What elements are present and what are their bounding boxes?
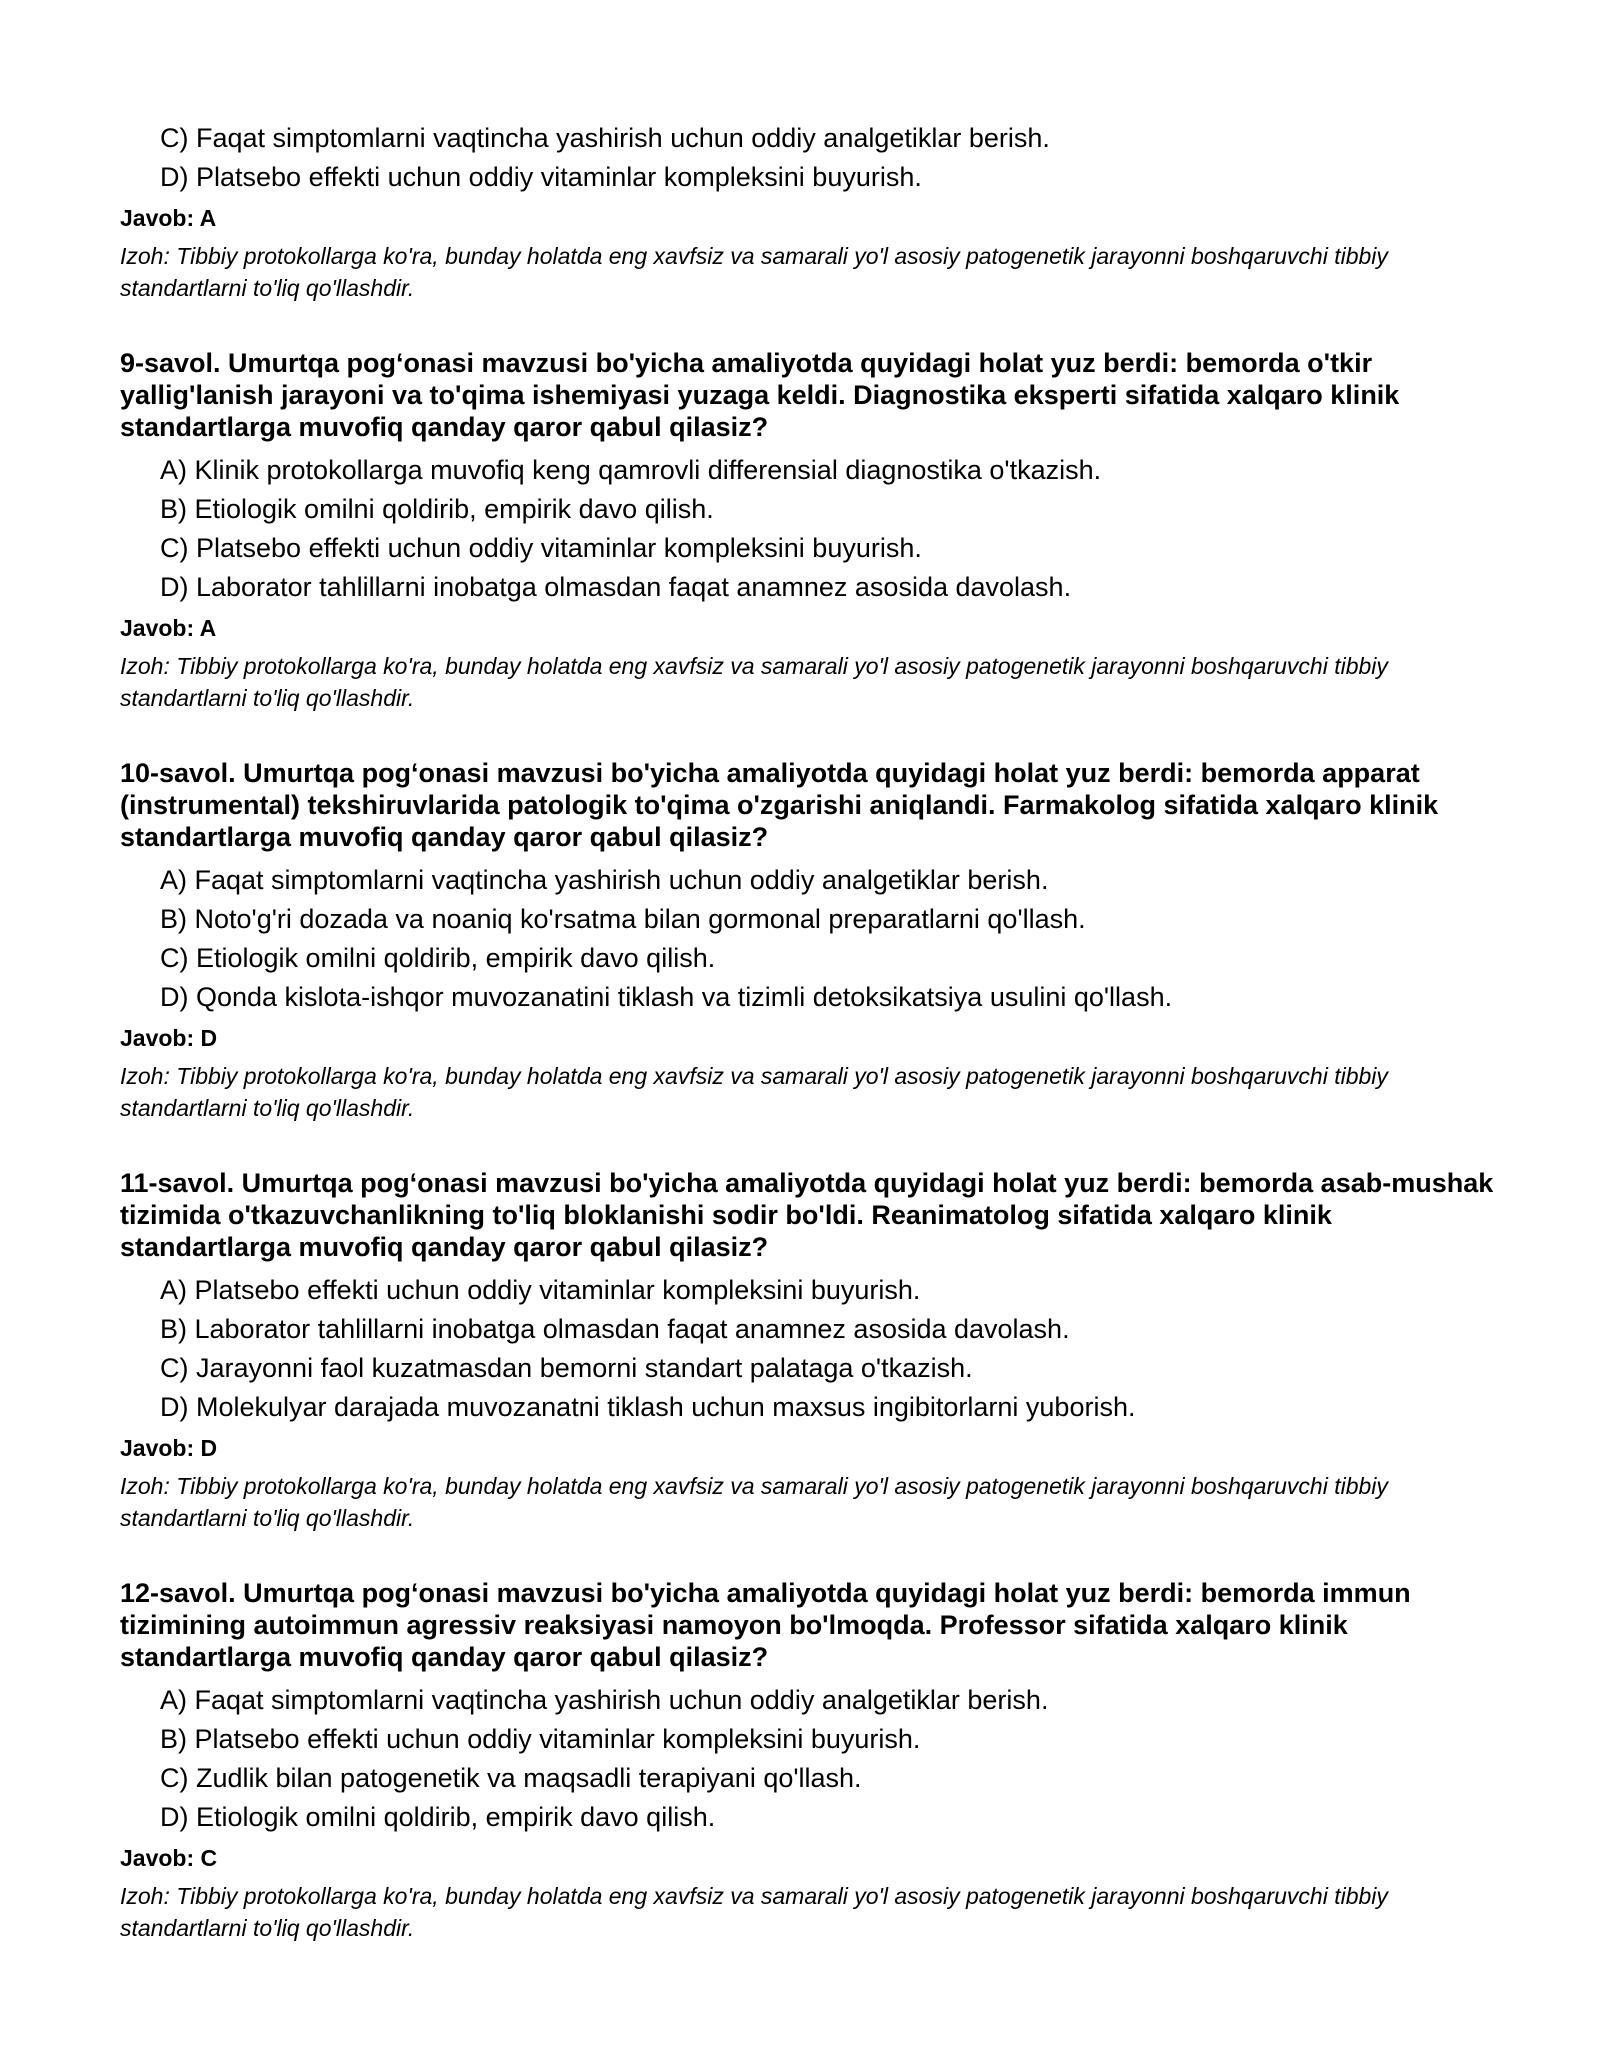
option-b: B) Laborator tahlillarni inobatga olmasdan faqat anamnez asosida davolash. bbox=[160, 1314, 1070, 1344]
explanation-note: Izoh: Tibbiy protokollarga ko'ra, bunday holatda eng xavfsiz va samarali yo'l asosiy patogenetik jarayonni boshqaruvchi tibbiy standartlarni to'liq qo'llashdir. bbox=[120, 1473, 1388, 1531]
option-c: C) Platsebo effekti uchun oddiy vitaminlar kompleksini buyurish. bbox=[160, 533, 922, 563]
explanation-note: Izoh: Tibbiy protokollarga ko'ra, bunday holatda eng xavfsiz va samarali yo'l asosiy patogenetik jarayonni boshqaruvchi tibbiy standartlarni to'liq qo'llashdir. bbox=[120, 1883, 1388, 1941]
option-a: A) Platsebo effekti uchun oddiy vitaminlar kompleksini buyurish. bbox=[160, 1275, 921, 1305]
option-c: C) Zudlik bilan patogenetik va maqsadli terapiyani qo'llash. bbox=[160, 1763, 862, 1793]
question-text: 10-savol. Umurtqa pog‘onasi mavzusi bo'yicha amaliyotda quyidagi holat yuz berdi: bemorda apparat (instrumental) tekshiruvlarida patologik to'qima o'zgarishi aniqlandi. Farmakolog sifatida xalqaro klinik standartlarga muvofiq qanday qaror qabul qilasiz? bbox=[120, 758, 1439, 852]
option-a: A) Faqat simptomlarni vaqtincha yashirish uchun oddiy analgetiklar berish. bbox=[160, 1685, 1049, 1715]
option-a: A) Klinik protokollarga muvofiq keng qamrovli differensial diagnostika o'tkazish. bbox=[160, 455, 1102, 485]
answer-label: Javob: A bbox=[120, 205, 217, 231]
carryover-block bbox=[120, 119, 1500, 304]
explanation-note: Izoh: Tibbiy protokollarga ko'ra, bunday holatda eng xavfsiz va samarali yo'l asosiy patogenetik jarayonni boshqaruvchi tibbiy standartlarni to'liq qo'llashdir. bbox=[120, 653, 1388, 711]
option-d: D) Etiologik omilni qoldirib, empirik davo qilish. bbox=[160, 1802, 716, 1832]
answer-label: Javob: A bbox=[120, 615, 217, 641]
option-c: C) Faqat simptomlarni vaqtincha yashirish uchun oddiy analgetiklar berish. bbox=[160, 123, 1050, 153]
option-d: D) Platsebo effekti uchun oddiy vitaminlar kompleksini buyurish. bbox=[160, 162, 922, 192]
option-d: D) Molekulyar darajada muvozanatni tiklash uchun maxsus ingibitorlarni yuborish. bbox=[160, 1392, 1136, 1422]
question-10 bbox=[120, 757, 1500, 1124]
question-9 bbox=[120, 347, 1500, 714]
explanation-note: Izoh: Tibbiy protokollarga ko'ra, bunday holatda eng xavfsiz va samarali yo'l asosiy patogenetik jarayonni boshqaruvchi tibbiy standartlarni to'liq qo'llashdir. bbox=[120, 243, 1388, 301]
answer-label: Javob: D bbox=[120, 1435, 218, 1461]
question-12 bbox=[120, 1577, 1500, 1944]
option-b: B) Platsebo effekti uchun oddiy vitaminlar kompleksini buyurish. bbox=[160, 1724, 921, 1754]
option-d: D) Qonda kislota-ishqor muvozanatini tiklash va tizimli detoksikatsiya usulini qo'llash. bbox=[160, 982, 1173, 1012]
question-text: 12-savol. Umurtqa pog‘onasi mavzusi bo'yicha amaliyotda quyidagi holat yuz berdi: bemorda immun tizimining autoimmun agressiv reaksiyasi namoyon bo'lmoqda. Professor sifatida xalqaro klinik standartlarga muvofiq qanday qaror qabul qilasiz? bbox=[120, 1578, 1411, 1672]
answer-label: Javob: C bbox=[120, 1845, 218, 1871]
option-b: B) Etiologik omilni qoldirib, empirik davo qilish. bbox=[160, 494, 714, 524]
option-b: B) Noto'g'ri dozada va noaniq ko'rsatma bilan gormonal preparatlarni qo'llash. bbox=[160, 904, 1086, 934]
explanation-note: Izoh: Tibbiy protokollarga ko'ra, bunday holatda eng xavfsiz va samarali yo'l asosiy patogenetik jarayonni boshqaruvchi tibbiy standartlarni to'liq qo'llashdir. bbox=[120, 1063, 1388, 1121]
option-c: C) Jarayonni faol kuzatmasdan bemorni standart palataga o'tkazish. bbox=[160, 1353, 973, 1383]
option-c: C) Etiologik omilni qoldirib, empirik davo qilish. bbox=[160, 943, 716, 973]
question-text: 9-savol. Umurtqa pog‘onasi mavzusi bo'yicha amaliyotda quyidagi holat yuz berdi: bemorda o'tkir yallig'lanish jarayoni va to'qima ishemiyasi yuzaga keldi. Diagnostika eksperti sifatida xalqaro klinik standartlarga muvofiq qanday qaror qabul qilasiz? bbox=[120, 348, 1400, 442]
question-11 bbox=[120, 1167, 1500, 1534]
option-a: A) Faqat simptomlarni vaqtincha yashirish uchun oddiy analgetiklar berish. bbox=[160, 865, 1049, 895]
option-d: D) Laborator tahlillarni inobatga olmasdan faqat anamnez asosida davolash. bbox=[160, 572, 1072, 602]
question-text: 11-savol. Umurtqa pog‘onasi mavzusi bo'yicha amaliyotda quyidagi holat yuz berdi: bemorda asab-mushak tizimida o'tkazuvchanlikning to'liq bloklanishi sodir bo'ldi. Reanimatolog sifatida xalqaro klinik standartlarga muvofiq qanday qaror qabul qilasiz? bbox=[120, 1168, 1494, 1262]
answer-label: Javob: D bbox=[120, 1025, 218, 1051]
